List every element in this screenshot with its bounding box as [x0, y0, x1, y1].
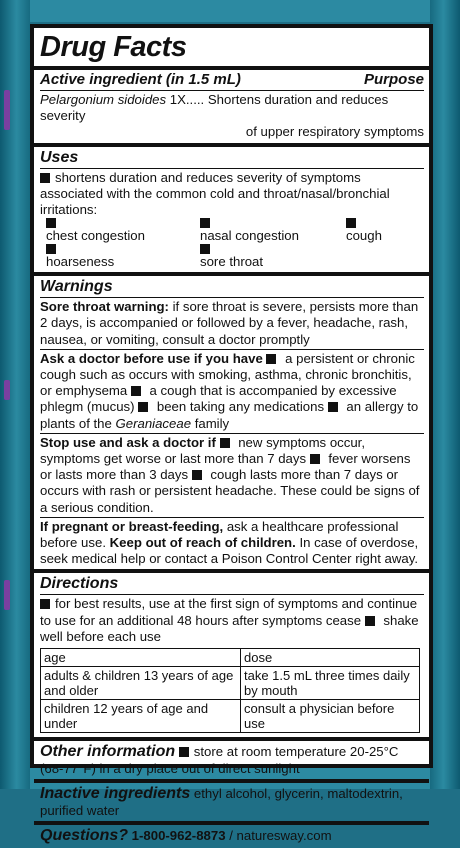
active-ingredient-section: [40, 70, 424, 143]
use-item: sore throat: [200, 244, 346, 270]
bullet-square: [220, 438, 230, 448]
directions-section: [40, 573, 424, 737]
other-information-heading: Other information: [40, 743, 176, 761]
questions-heading: Questions?: [40, 827, 129, 845]
inactive-ingredients-text: ethyl alcohol, glycerin, maltodextrin, purified water: [40, 786, 403, 819]
other-information-section: [40, 741, 424, 779]
purpose-heading: Purpose: [363, 71, 424, 88]
bullet-square: [40, 173, 50, 183]
uses-intro: shortens duration and reduces severity of symptoms associated with the common cold and throat/nasal/bronchial irritations:: [40, 169, 390, 218]
bullet-square: [46, 244, 56, 254]
questions-section: Questions? 1-800-962-8873 / naturesway.com: [40, 827, 332, 845]
bullet-square: [40, 599, 50, 609]
uses-row-2: [40, 244, 424, 270]
divider: [40, 594, 424, 595]
bullet-square: [365, 616, 375, 626]
inactive-ingredients-heading: Inactive ingredients: [40, 785, 191, 803]
active-ingredient-line: [40, 92, 424, 124]
active-ingredient-header: [40, 71, 424, 89]
table-row: [41, 667, 420, 700]
purpose-line-1: Shortens duration and reduces severity: [40, 92, 389, 124]
table-cell: consult a physician before use: [241, 700, 420, 733]
use-item: hoarseness: [40, 244, 200, 270]
bullet-square: [131, 386, 141, 396]
directions-text: for best results, use at the first sign of symptoms and continue to use for an additional 48 hours after symptoms cease shake well before each use: [40, 596, 419, 644]
drug-facts-title: Drug Facts: [40, 31, 187, 63]
website-link[interactable]: naturesway.com: [236, 828, 332, 844]
bullet-square: [179, 747, 189, 757]
bullet-square: [200, 244, 210, 254]
ingredient-name: Pelargonium sidoides: [40, 92, 167, 107]
stop-use-warning: Stop use and ask a doctor if new symptoms occur, symptoms get worse or last more than 7 days fever worsens or lasts more than 3 days cough lasts more than 7 days or occurs with rash or persistent headache. These could be signs of a serious condition.: [40, 434, 420, 515]
use-item: cough: [346, 218, 382, 244]
warnings-section: [40, 276, 424, 569]
uses-heading: Uses: [40, 148, 79, 166]
divider: [40, 297, 424, 298]
table-cell: take 1.5 mL three times daily by mouth: [241, 667, 420, 700]
bullet-square: [46, 218, 56, 228]
bullet-square: [328, 402, 338, 412]
bullet-square: [346, 218, 356, 228]
divider: [40, 433, 424, 434]
ask-doctor-warning: Ask a doctor before use if you have a persistent or chronic cough such as occurs with smoking, asthma, chronic bronchitis, or emphysema a cough that is accompanied by excessive phlegm (mucus) been taking any medications an allergy to plants of the Geraniaceae family: [40, 350, 419, 431]
pregnancy-warning: If pregnant or breast-feeding, ask a healthcare professional before use. Keep out of reach of children. In case of overdose, seek medical help or contact a Poison Control Center right away.: [40, 518, 419, 567]
package-left-edge: [0, 0, 30, 789]
bullet-square: [200, 218, 210, 228]
phone-number: 1-800-962-8873: [128, 828, 226, 844]
table-row: [41, 700, 420, 733]
drug-facts-panel: [30, 24, 433, 845]
directions-heading: Directions: [40, 575, 119, 593]
dosage-table: [40, 648, 420, 733]
bullet-square: [192, 470, 202, 480]
divider: [40, 517, 424, 518]
table-cell: adults & children 13 years of age and older: [41, 667, 241, 700]
package-right-edge: [430, 0, 460, 789]
table-cell: children 12 years of age and under: [41, 700, 241, 733]
divider: [40, 168, 424, 169]
active-ingredient-heading: Active ingredient (in 1.5 mL): [40, 71, 241, 88]
divider: [40, 349, 424, 350]
table-header: age: [41, 649, 241, 667]
bullet-square: [310, 454, 320, 464]
use-item: nasal congestion: [200, 218, 346, 244]
inactive-ingredients-section: [40, 783, 424, 821]
uses-row-1: [40, 218, 424, 244]
table-header-row: [41, 649, 420, 667]
divider: [40, 90, 424, 91]
bullet-square: [138, 402, 148, 412]
sore-throat-warning: Sore throat warning: if sore throat is severe, persists more than 2 days, is accompanied or followed by a fever, headache, rash, nausea, or vomiting, consult a doctor promptly: [40, 299, 419, 347]
bullet-square: [266, 354, 276, 364]
use-item: chest congestion: [40, 218, 200, 244]
other-information-text: store at room temperature 20-25°C (68-77°F) in a dry place out of direct sunlight: [40, 744, 399, 777]
table-header: dose: [241, 649, 420, 667]
package-top-band: [0, 0, 460, 22]
ingredient-strength: 1X.....: [166, 92, 208, 107]
warnings-heading: Warnings: [40, 278, 113, 296]
purpose-line-2: of upper respiratory symptoms: [245, 124, 424, 140]
uses-section: [40, 147, 424, 273]
